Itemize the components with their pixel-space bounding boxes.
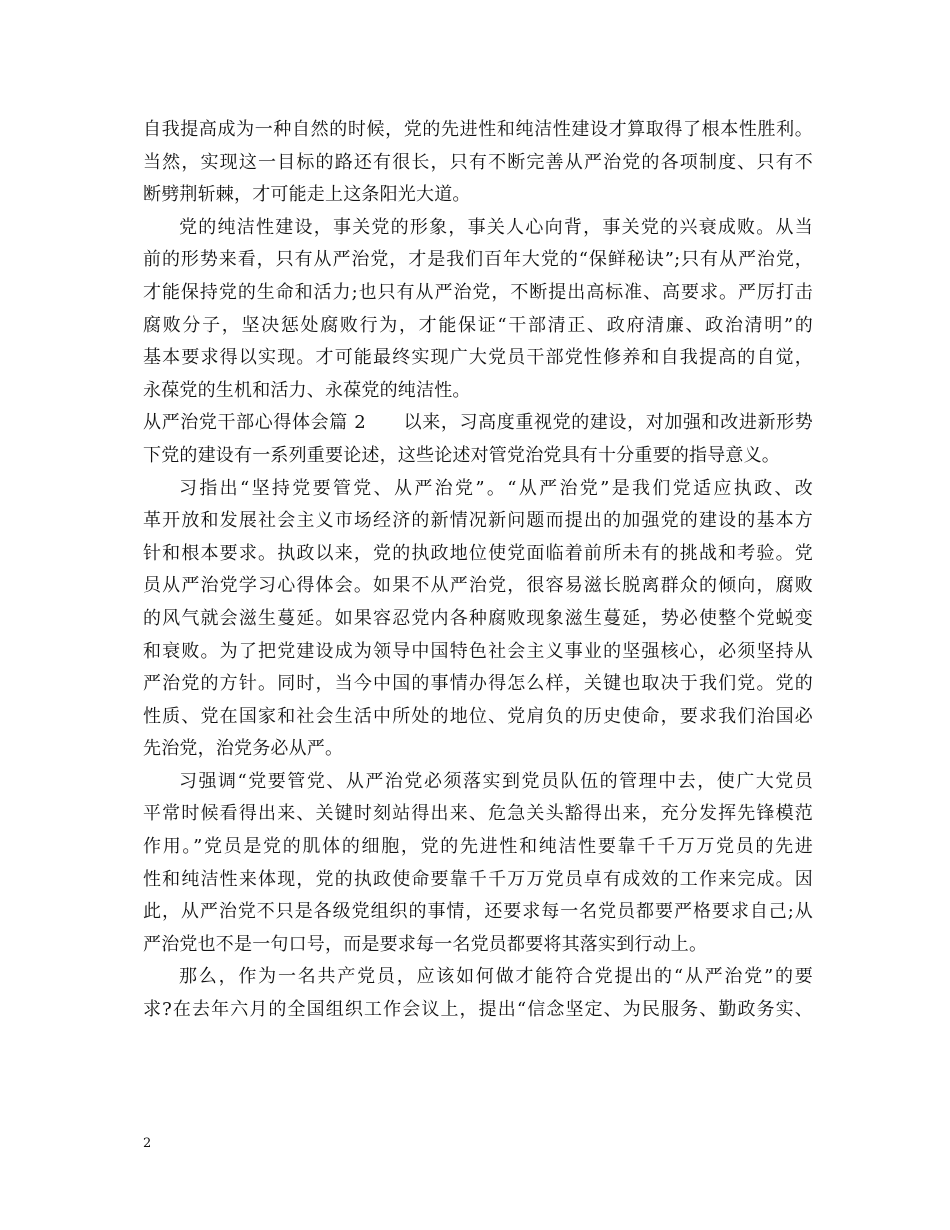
text-line: 断劈荆斩棘，才可能走上这条阳光大道。 bbox=[143, 184, 471, 206]
document-body bbox=[143, 114, 813, 1027]
text-line: 先治党，治党务必从严。 bbox=[143, 738, 344, 760]
text-line: 员从严治党学习心得体会。如果不从严治党，很容易滋长脱离群众的倾向，腐败 bbox=[143, 575, 813, 597]
text-line: 性质、党在国家和社会生活中所处的地位、党肩负的历史使命，要求我们治国必 bbox=[143, 705, 813, 727]
text-line: 平常时候看得出来、关键时刻站得出来、危急关头豁得出来，充分发挥先锋模范 bbox=[143, 803, 813, 825]
text-line: 性和纯洁性来体现，党的执政使命要靠千千万万党员卓有成效的工作来完成。因 bbox=[143, 868, 813, 890]
text-line: 党的纯洁性建设，事关党的形象，事关人心向背，事关党的兴衰成败。从当 bbox=[179, 216, 813, 238]
text-line: 针和根本要求。执政以来，党的执政地位使党面临着前所未有的挑战和考验。党 bbox=[143, 542, 813, 564]
page-number: 2 bbox=[143, 1136, 152, 1151]
text-line: 前的形势来看，只有从严治党，才是我们百年大党的“保鲜秘诀”;只有从严治党， bbox=[143, 249, 813, 271]
text-line: 习强调“党要管党、从严治党必须落实到党员队伍的管理中去，使广大党员 bbox=[179, 770, 813, 792]
text-line: 基本要求得以实现。才可能最终实现广大党员干部党性修养和自我提高的自觉， bbox=[143, 347, 813, 369]
text-line: 革开放和发展社会主义市场经济的新情况新问题而提出的加强党的建设的基本方 bbox=[143, 510, 813, 532]
text-line: 和衰败。为了把党建设成为领导中国特色社会主义事业的坚强核心，必须坚持从 bbox=[143, 640, 813, 662]
text-line: 的风气就会滋生蔓延。如果容忍党内各种腐败现象滋生蔓延，势必使整个党蜕变 bbox=[143, 607, 813, 629]
text-line: 严治党也不是一句口号，而是要求每一名党员都要将其落实到行动上。 bbox=[143, 933, 708, 955]
text-line: 求?在去年六月的全国组织工作会议上，提出“信念坚定、为民服务、勤政务实、 bbox=[143, 999, 813, 1021]
text-line: 此，从严治党不只是各级党组织的事情，还要求每一名党员都要严格要求自己;从 bbox=[143, 901, 813, 923]
text-line: 作用。”党员是党的肌体的细胞，党的先进性和纯洁性要靠千千万万党员的先进 bbox=[143, 836, 813, 858]
text-line: 那么，作为一名共产党员，应该如何做才能符合党提出的“从严治党”的要 bbox=[179, 966, 813, 988]
text-line: 严治党的方针。同时，当今中国的事情办得怎么样，关键也取决于我们党。党的 bbox=[143, 673, 813, 695]
text-line: 习指出“坚持党要管党、从严治党”。“从严治党”是我们党适应执政、改 bbox=[179, 477, 813, 499]
text-line: 下党的建设有一系列重要论述，这些论述对管党治党具有十分重要的指导意义。 bbox=[143, 444, 780, 466]
text-line: 当然，实现这一目标的路还有很长，只有不断完善从严治党的各项制度、只有不 bbox=[143, 151, 813, 173]
text-line: 才能保持党的生命和活力;也只有从严治党，不断提出高标准、高要求。严厉打击 bbox=[143, 281, 813, 303]
text-line: 腐败分子，坚决惩处腐败行为，才能保证“干部清正、政府清廉、政治清明”的 bbox=[143, 314, 813, 336]
section-heading-line: 从严治党干部心得体会篇 2 以来，习高度重视党的建设，对加强和改进新形势 bbox=[143, 412, 813, 434]
text-line: 自我提高成为一种自然的时候，党的先进性和纯洁性建设才算取得了根本性胜利。 bbox=[143, 119, 813, 140]
text-line: 永葆党的生机和活力、永葆党的纯洁性。 bbox=[143, 379, 471, 401]
